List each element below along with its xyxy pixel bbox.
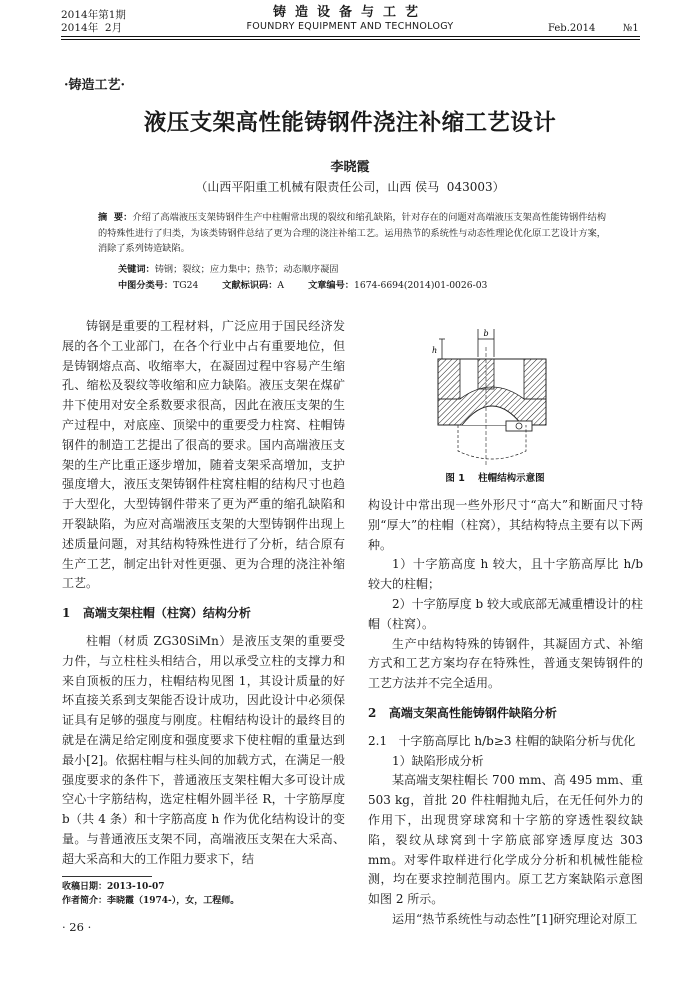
section-2-heading: 2 高端支架高性能铸钢件缺陷分析	[368, 705, 557, 720]
structure-item-1: 1）十字筋高度 h 较大，且十字筋高厚比 h/b 较大的柱帽；	[368, 557, 643, 592]
doc-code-value: A	[277, 280, 285, 291]
abstract-text: 介绍了高端液压支架铸钢件生产中柱帽常出现的裂纹和缩孔缺陷，针对存在的问题对高端液压支架高性能铸钢件结构的特殊性进行了归类，为该类铸钢件总结了更为合理的浇注补缩工艺。运用热节的系统性与动态性理论优化原工艺设计方案，消除了系列铸造缺陷。	[98, 212, 607, 254]
left-column	[62, 317, 345, 870]
issue-info	[61, 9, 126, 35]
section-2-1-heading: 2.1 十字筋高厚比 h/b≥3 柱帽的缺陷分析与优化	[368, 733, 636, 748]
issue-number: 2014年第1期	[61, 9, 126, 21]
journal-header	[175, 5, 525, 33]
abstract	[98, 210, 606, 257]
section-tag: ·铸造工艺·	[64, 78, 126, 93]
dimension-b-label: b	[483, 329, 489, 338]
footnote-rule	[62, 876, 152, 877]
right-column-continuation: 构设计中常出现一些外形尺寸“高大”和断面尺寸特别“厚大”的柱帽（柱窝），其结构特点主要有以下两种。	[368, 498, 643, 552]
article-no-value: 1674-6694(2014)01-0026-03	[354, 280, 488, 291]
dimension-h-label: h	[432, 346, 438, 355]
issue-date: 2014年 2月	[61, 22, 123, 34]
page-number: · 26 ·	[62, 920, 92, 934]
defect-analysis-subheading: 1）缺陷形成分析	[392, 753, 484, 768]
header-rule-top	[61, 36, 640, 37]
author-bio: 作者简介：李晓霞（1974-），女，工程师。	[62, 896, 240, 906]
analysis-paragraph: 运用“热节系统性与动态性”[1]研究理论对原工	[392, 911, 638, 926]
received-date: 收稿日期：2013-10-07	[62, 882, 165, 892]
section-1-heading: 1 高端支架柱帽（柱窝）结构分析	[62, 606, 251, 621]
journal-name-en: FOUNDRY EQUIPMENT AND TECHNOLOGY	[246, 21, 454, 32]
article-title: 液压支架高性能铸钢件浇注补缩工艺设计	[143, 110, 557, 136]
defect-paragraph: 某高端支架柱帽长 700 mm、高 495 mm、重 503 kg，首批 20 件柱帽抛丸后，在无任何外力的作用下，出现贯穿球窝和十字筋的穿透性裂纹缺陷，裂纹从球窝到十字筋底部穿透厚度达 303 mm。对零件取样进行化学成分分析和机械性能检测，均在要求控制范围内。原工艺方案缺陷示意图如图 2 所示。	[368, 773, 643, 907]
issue-month-number: Feb.2014 №1	[548, 23, 639, 34]
header-rule-bottom	[61, 39, 640, 40]
clc-value: TG24	[173, 280, 199, 291]
doc-code-label: 文献标识码：	[222, 280, 278, 291]
classification-line	[118, 279, 487, 293]
author-affiliation: （山西平阳重工机械有限责任公司，山西 侯马 043003）	[195, 180, 505, 194]
author-name: 李晓霞	[330, 160, 370, 175]
figure-1-diagram	[418, 325, 568, 469]
keywords-text: 铸钢；裂纹；应力集中；热节；动态顺序凝固	[154, 264, 339, 275]
keywords	[118, 263, 339, 277]
intro-paragraph: 铸钢是重要的工程材料，广泛应用于国民经济发展的各个工业部门，在各个行业中占有重要地位，但是铸钢熔点高、收缩率大，在凝固过程中容易产生缩孔、缩松及裂纹等收缩和应力缺陷。液压支架在煤矿井下使用对安全系数要求很高，因此在液压支架的生产过程中，对底座、顶梁中的重要受力柱窝、柱帽铸钢件的制造工艺提出了很高的要求。国内高端液压支架的生产比重正逐步增加，随着支架采高增加，支护强度增大，液压支架铸钢件柱窝柱帽的结构尺寸也趋于大型化，大型铸钢件带来了更为严重的缩孔缺陷和开裂缺陷，为应对高端液压支架的大型铸钢件出现上述质量问题，对其结构特殊性进行了分析，结合原有生产工艺，制定出针对性更强、更为合理的浇注补缩工艺。	[62, 319, 345, 591]
article-no-label: 文章编号：	[308, 280, 354, 291]
section-1-paragraph: 柱帽（材质 ZG30SiMn）是液压支架的重要受力件，与立柱柱头相结合，用以承受立柱的支撑力和来自顶板的压力，柱帽结构见图 1，其设计质量的好坏直接关系到支架能否设计成功，因此设计中必须保证具有足够的强度与刚度。柱帽结构设计的最终目的就是在满足给定刚度和强度要求下使柱帽的重量达到最小[2]。依据柱帽与柱头间的加载方式，在满足一般强度要求的条件下，普通液压支架柱帽大多可设计成空心十字筋结构，选定柱帽外圆半径 R，十字筋厚度 b（共 4 条）和十字筋高度 h 作为优化结构设计的变量。与普通液压支架不同，高端液压支架在大采高、超大采高和大的工作阻力要求下，结	[62, 633, 345, 866]
figure-1-caption: 图 1 柱帽结构示意图	[445, 473, 545, 484]
abstract-label: 摘 要：	[98, 212, 133, 223]
journal-name-cn: 铸造设备与工艺	[272, 5, 427, 20]
footnote	[62, 880, 239, 908]
structure-item-2: 2）十字筋厚度 b 较大或底部无减重槽设计的柱帽（柱窝）。	[368, 596, 643, 631]
right-column	[368, 496, 643, 930]
clc-label: 中图分类号：	[118, 280, 174, 291]
process-paragraph: 生产中结构特殊的铸钢件，其凝固方式、补缩方式和工艺方案均存在特殊性，普通支架铸钢件的工艺方法并不完全适用。	[368, 636, 643, 691]
keywords-label: 关键词：	[118, 264, 155, 275]
